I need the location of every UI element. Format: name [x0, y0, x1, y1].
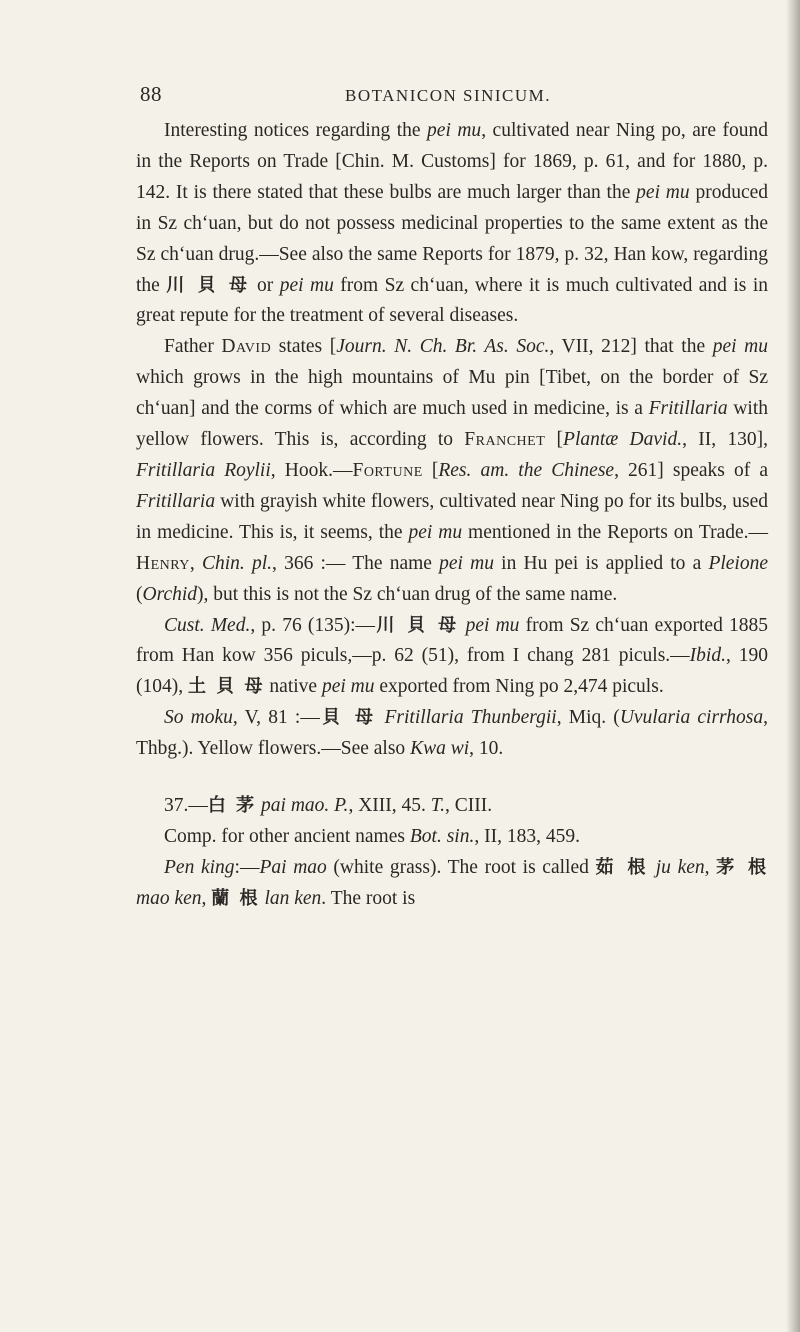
chinese-characters: 蘭 根: [211, 887, 260, 909]
paragraph-cust-med: [136, 611, 768, 704]
italic-term: Fritillaria Roylii: [136, 459, 271, 481]
paragraph-father-david: [136, 332, 768, 610]
paragraph-comp: [136, 822, 768, 853]
italic-term: Plantæ David.: [563, 429, 683, 451]
italic-term: pei mu: [636, 181, 690, 203]
text-run: (white grass). The root is called: [326, 856, 596, 878]
running-title: BOTANICON SINICUM.: [345, 86, 552, 105]
chinese-characters: 川 貝 母: [166, 274, 251, 296]
text-run: ,: [704, 856, 717, 878]
text-run: from Sz ch‘uan, where it is much cultivated and is in great repute for the treatment of several diseases.: [136, 274, 768, 327]
text-run: , Thbg.). Yellow flowers.—See also: [136, 707, 769, 760]
chinese-characters: 川 貝 母: [375, 614, 460, 636]
text-run: , p. 76 (135):—: [250, 614, 376, 636]
italic-term: pei mu: [439, 552, 494, 574]
italic-term: Kwa wi: [410, 738, 470, 760]
text-run: ,: [201, 887, 212, 909]
italic-term: Pleione: [708, 552, 769, 574]
italic-term: pei mu: [465, 614, 520, 636]
italic-term: pei mu: [321, 676, 375, 698]
page-edge-shadow: [786, 0, 800, 1332]
paragraph-so-moku: [136, 703, 768, 765]
page-header: [140, 82, 770, 112]
italic-term: ju ken: [655, 856, 705, 878]
text-run: Interesting notices regarding the: [164, 120, 428, 141]
italic-term: Pen king: [164, 856, 235, 878]
entry-heading-37: [136, 791, 768, 822]
text-run: which grows in the high mountains of Mu pin [Tibet, on the border of Sz ch‘uan] and the corms of which are much used in medicine, is a: [136, 367, 768, 420]
chinese-characters: 貝 母: [319, 707, 378, 729]
chinese-characters: 茹 根: [595, 856, 650, 878]
text-run: 37.—: [164, 795, 208, 817]
text-run: , Hook.—: [270, 459, 353, 481]
italic-term: P.: [334, 795, 349, 817]
italic-term: Cust. Med.: [164, 614, 251, 636]
text-run: or: [250, 274, 280, 296]
italic-term: Res. am. the Chinese: [438, 459, 615, 481]
text-run: [649, 857, 656, 878]
text-run: :—: [234, 856, 260, 878]
paragraph-pen-king: [136, 853, 768, 915]
italic-term: mao ken: [136, 887, 202, 909]
text-run: , VII, 212] that the: [549, 336, 713, 358]
italic-term: pei mu: [408, 521, 463, 543]
text-run: , II, 130],: [682, 429, 768, 451]
italic-term: So moku: [164, 707, 233, 729]
text-run: [: [545, 429, 564, 451]
text-run: produced in Sz ch‘uan, but do not possess medicinal properties to the same extent as the Sz ch‘uan drug.—See also the same Reports for 1879, p. 32, Han kow, regarding the: [136, 181, 768, 296]
chinese-characters: 土 貝 母: [188, 676, 265, 698]
italic-term: Chin. pl.: [201, 552, 273, 574]
text-run: . The root is: [321, 887, 416, 909]
text-run: ), but this is not the Sz ch‘uan drug of the same name.: [197, 583, 618, 605]
text-run: (: [136, 583, 143, 605]
text-run: [: [422, 459, 439, 481]
text-body: [136, 116, 768, 915]
text-run: Comp. for other ancient names: [164, 825, 410, 847]
text-run: , II, 183, 459.: [474, 825, 580, 847]
author-name: Fortune: [352, 459, 423, 481]
text-run: in Hu pei is applied to a: [493, 552, 709, 574]
italic-term: Journ. N. Ch. Br. As. Soc.: [336, 336, 550, 358]
italic-term: Ibid.: [689, 645, 726, 667]
italic-term: Fritillaria: [648, 398, 728, 420]
chinese-characters: 白 茅: [207, 795, 257, 817]
text-run: , 10.: [469, 738, 504, 760]
italic-term: T.: [430, 795, 446, 817]
paragraph-pei-mu-notices: [136, 116, 768, 332]
text-run: , 190 (104),: [136, 645, 768, 698]
italic-term: Pai mao: [259, 856, 327, 878]
author-name: David: [221, 336, 272, 358]
text-run: , CIII.: [445, 795, 493, 817]
text-run: ,: [189, 552, 202, 574]
text-run: , Miq. (: [556, 707, 620, 729]
text-run: with grayish white flowers, cultivated near Ning po for its bulbs, used in medicine. This is, it seems, the: [136, 490, 768, 543]
text-run: exported from Ning po 2,474 piculs.: [374, 676, 664, 698]
text-run: , XIII, 45.: [348, 795, 431, 817]
text-run: states [: [271, 336, 337, 358]
italic-term: Bot. sin.: [409, 825, 475, 847]
text-run: , 366 :— The name: [272, 552, 440, 574]
text-run: , 261] speaks of a: [614, 459, 768, 481]
author-name: Henry: [136, 552, 190, 574]
italic-term: Fritillaria: [136, 490, 216, 512]
text-run: Father: [164, 336, 222, 358]
text-run: native: [264, 676, 322, 698]
text-run: with yellow flowers. This is, according to: [136, 398, 769, 451]
italic-term: Uvularia cirrhosa: [619, 707, 764, 729]
author-name: Franchet: [464, 429, 546, 451]
italic-term: pei mu: [279, 274, 334, 296]
italic-term: pai mao.: [261, 795, 330, 817]
italic-term: Fritillaria Thunbergii: [384, 707, 557, 729]
italic-term: pei mu: [427, 120, 482, 141]
text-run: from Sz ch‘uan exported 1885 from Han kow 356 piculs,—p. 62 (51), from I chang 281 piculs.—: [136, 614, 769, 667]
text-run: , V, 81 :—: [232, 707, 320, 729]
page-number: 88: [140, 82, 162, 106]
italic-term: Orchid: [142, 583, 198, 605]
italic-term: lan ken: [264, 887, 322, 909]
italic-term: pei mu: [712, 336, 768, 358]
chinese-characters: 茅 根: [716, 856, 769, 878]
text-run: mentioned in the Reports on Trade.—: [462, 521, 768, 543]
text-run: , cultivated near Ning po, are found in the Reports on Trade [Chin. M. Customs] for 1869, p. 61, and for 1880, p. 142. It is there stated that these bulbs are much larger than the: [136, 120, 768, 203]
